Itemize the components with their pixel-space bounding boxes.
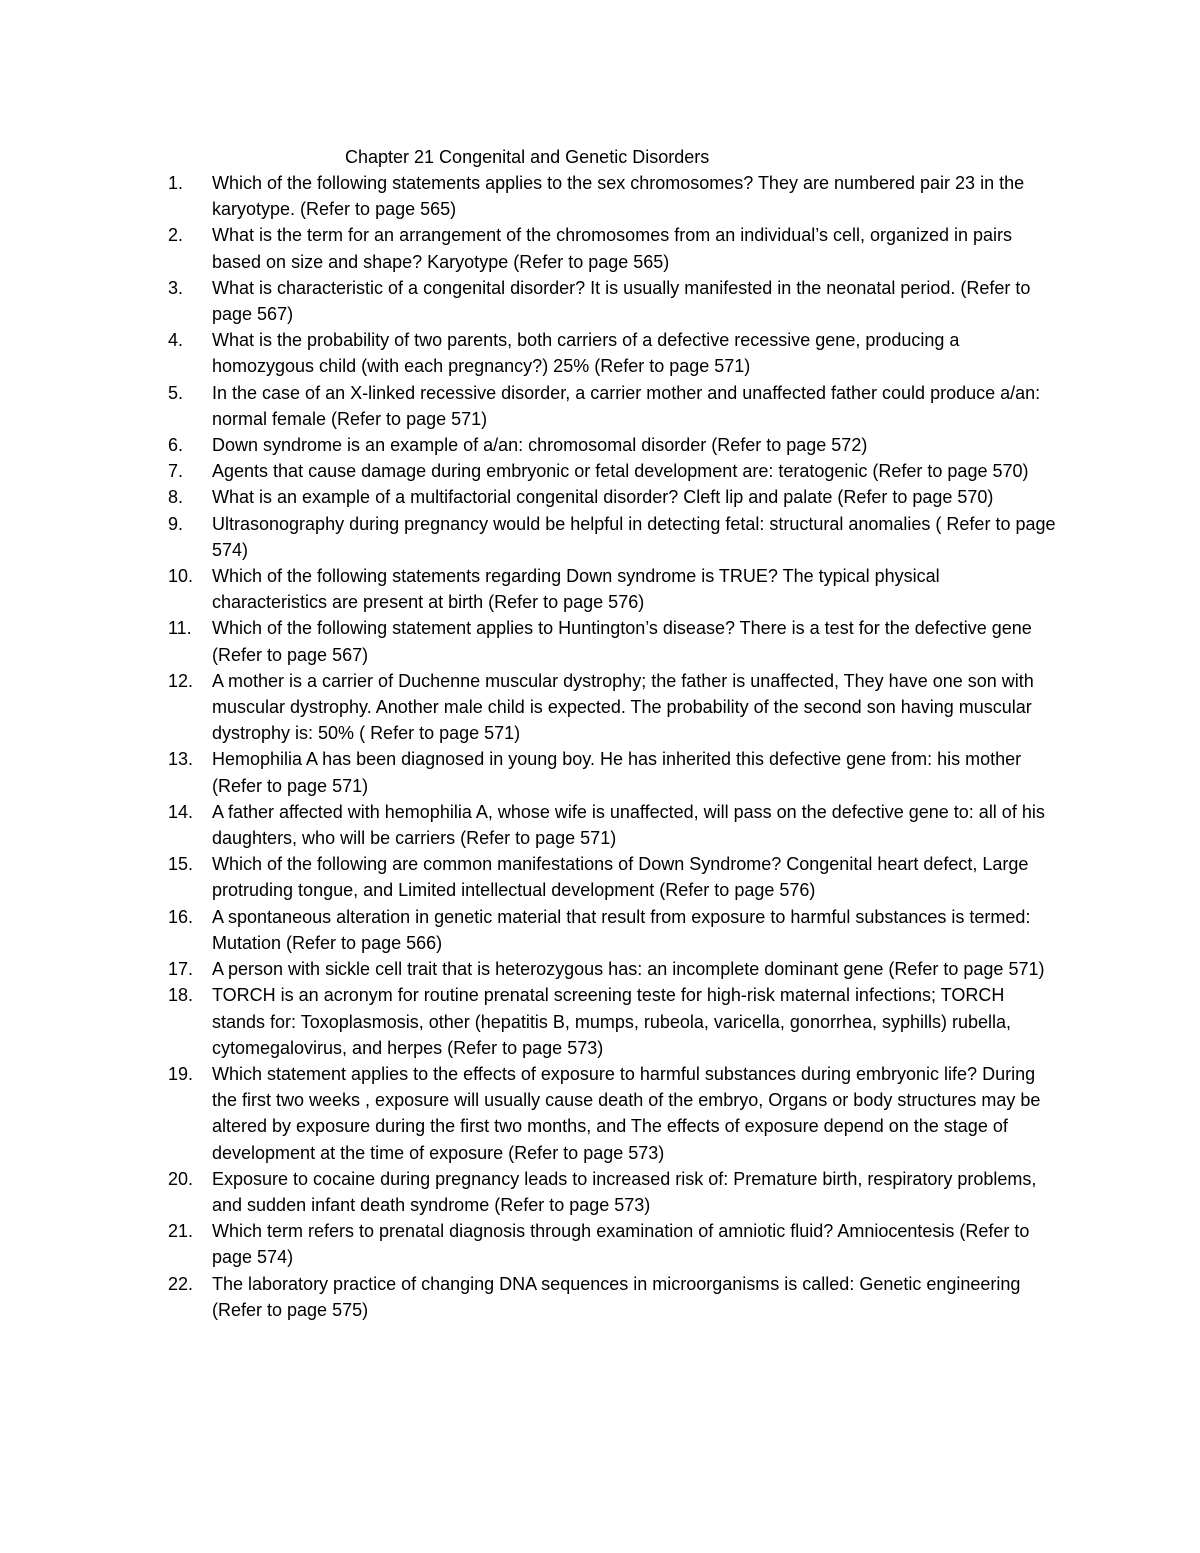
question-item <box>168 511 1058 563</box>
question-number: 13. <box>168 749 194 770</box>
question-text: Which of the following statements applies to the sex chromosomes? They are numbered pair 23 in the karyotype. (Refer to page 565) <box>212 173 1025 220</box>
question-number: 10. <box>168 566 194 587</box>
question-text: The laboratory practice of changing DNA sequences in microorganisms is called: Genetic engineering (Refer to page 575) <box>212 1273 1021 1320</box>
question-item <box>168 563 1058 615</box>
question-item <box>168 222 1058 274</box>
question-item <box>168 1218 1058 1270</box>
question-number: 17. <box>168 959 194 980</box>
question-number: 19. <box>168 1063 194 1084</box>
question-text: Which term refers to prenatal diagnosis through examination of amniotic fluid? Amniocentesis (Refer to page 574) <box>212 1221 1030 1268</box>
question-number: 7. <box>168 461 184 482</box>
question-text: Ultrasonography during pregnancy would be helpful in detecting fetal: structural anomalies ( Refer to page 574) <box>212 513 1056 560</box>
question-number: 9. <box>168 513 184 534</box>
question-item <box>168 432 1058 458</box>
question-text: A father affected with hemophilia A, whose wife is unaffected, will pass on the defective gene to: all of his daughters, who will be carriers (Refer to page 571) <box>212 801 1045 849</box>
question-item <box>168 615 1058 667</box>
question-item <box>168 904 1058 956</box>
question-text: Exposure to cocaine during pregnancy leads to increased risk of: Premature birth, respiratory problems, and sudden infant death syndrome (Refer to page 573) <box>212 1168 1037 1215</box>
question-item <box>168 1166 1058 1218</box>
question-text: What is the term for an arrangement of the chromosomes from an individual’s cell, organized in pairs based on size and shape? Karyotype (Refer to page 565) <box>212 225 1013 272</box>
question-number: 14. <box>168 801 194 822</box>
question-number: 20. <box>168 1168 194 1189</box>
question-item <box>168 1271 1058 1323</box>
question-number: 15. <box>168 854 194 875</box>
question-text: In the case of an X-linked recessive disorder, a carrier mother and unaffected father could produce a/an: normal female (Refer to page 571) <box>212 382 1041 429</box>
question-text: Which of the following are common manifestations of Down Syndrome? Congenital heart defect, Large protruding tongue, and Limited intellectual development (Refer to page 576) <box>212 854 1029 901</box>
question-item <box>168 746 1058 798</box>
question-text: Which of the following statement applies to Huntington’s disease? There is a test for the defective gene (Refer to page 567) <box>212 618 1032 665</box>
question-number: 16. <box>168 906 194 927</box>
question-item <box>168 1061 1058 1166</box>
question-number: 1. <box>168 173 184 193</box>
question-item <box>168 799 1058 851</box>
question-text: Which statement applies to the effects of exposure to harmful substances during embryonic life? During the first two weeks , exposure will usually cause death of the embryo, Organs or body structures may be altered by exposure during the first two months, and The effects of exposure depend on the stage of development at the time of exposure (Refer to page 573) <box>212 1063 1041 1163</box>
question-text: Down syndrome is an example of a/an: chromosomal disorder (Refer to page 572) <box>212 435 868 456</box>
question-text: A spontaneous alteration in genetic material that result from exposure to harmful substances is termed: Mutation (Refer to page 566) <box>212 906 1031 953</box>
question-text: Which of the following statements regarding Down syndrome is TRUE? The typical physical characteristics are present at birth (Refer to page 576) <box>212 566 940 613</box>
question-item <box>168 170 1058 222</box>
question-item <box>168 458 1058 484</box>
question-number: 11. <box>168 618 192 639</box>
question-item <box>168 327 1058 379</box>
question-number: 2. <box>168 225 184 246</box>
question-item <box>168 484 1058 510</box>
page-title: Chapter 21 Congenital and Genetic Disorders <box>345 147 710 167</box>
question-number: 8. <box>168 487 184 508</box>
question-text: Agents that cause damage during embryonic or fetal development are: teratogenic (Refer to page 570) <box>212 461 1029 482</box>
question-list <box>168 170 1058 1323</box>
question-item <box>168 982 1058 1061</box>
question-text: What is an example of a multifactorial congenital disorder? Cleft lip and palate (Refer to page 570) <box>212 487 994 508</box>
question-item <box>168 956 1058 982</box>
question-number: 5. <box>168 382 184 403</box>
question-item <box>168 668 1058 747</box>
question-number: 4. <box>168 330 184 351</box>
question-text: A mother is a carrier of Duchenne muscular dystrophy; the father is unaffected, They have one son with muscular dystrophy. Another male child is expected. The probability of the second son having muscular dystrophy is: 50% ( Refer to page 571) <box>212 670 1034 744</box>
question-number: 22. <box>168 1273 194 1294</box>
question-text: What is the probability of two parents, both carriers of a defective recessive gene, producing a homozygous child (with each pregnancy?) 25% (Refer to page 571) <box>212 330 960 377</box>
question-item <box>168 275 1058 327</box>
question-number: 12. <box>168 670 194 691</box>
question-item <box>168 380 1058 432</box>
question-text: Hemophilia A has been diagnosed in young boy. He has inherited this defective gene from: his mother (Refer to page 571) <box>212 749 1022 796</box>
question-text: TORCH is an acronym for routine prenatal screening teste for high-risk maternal infections; TORCH stands for: Toxoplasmosis, other (hepatitis B, mumps, rubeola, varicella, gonorrhea, syphills) rubella, cytomegalovirus, and herpes (Refer to page 573) <box>212 985 1012 1058</box>
question-number: 21. <box>168 1221 194 1242</box>
question-text: What is characteristic of a congenital disorder? It is usually manifested in the neonatal period. (Refer to page 567) <box>212 277 1031 325</box>
question-text: A person with sickle cell trait that is heterozygous has: an incomplete dominant gene (Refer to page 571) <box>212 959 1045 980</box>
question-number: 6. <box>168 435 184 456</box>
question-number: 18. <box>168 985 194 1006</box>
question-item <box>168 851 1058 903</box>
question-number: 3. <box>168 277 184 298</box>
